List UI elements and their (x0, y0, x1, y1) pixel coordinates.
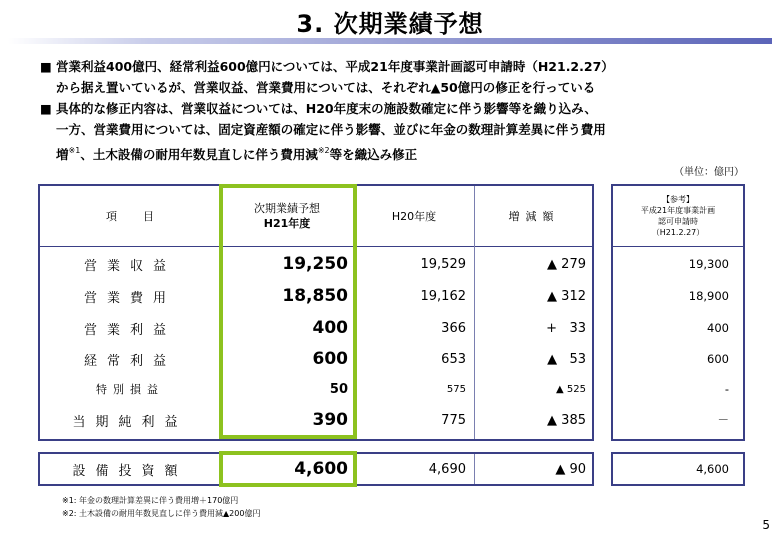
row-forecast: 19,250 (282, 254, 348, 274)
row-h20: 653 (441, 351, 466, 367)
row-label: 営業費用 (83, 290, 176, 306)
bullet-line: 営業利益400億円、経常利益600億円については、平成21年度事業計画認可申請時（H21.2.27） (56, 59, 614, 74)
row-h20: 366 (441, 320, 466, 336)
header-h20: H20年度 (391, 210, 437, 223)
header-forecast-line2: H21年度 (263, 217, 311, 230)
bullet-line (56, 140, 760, 165)
row-diff: ▲ 385 (547, 412, 586, 428)
header-item: 項目 (106, 210, 180, 223)
header-diff: 増減額 (508, 210, 560, 223)
bullet-1 (40, 56, 760, 98)
page-title: 3. 次期業績予想 (296, 10, 484, 38)
row-reference: 18,900 (688, 289, 729, 303)
row-reference: 19,300 (688, 257, 729, 271)
row-reference: 400 (707, 321, 729, 335)
row-label: 経常利益 (83, 353, 176, 369)
page-number: 5 (762, 518, 770, 532)
column-divider (474, 186, 475, 439)
row-label: 当期純利益 (72, 414, 188, 430)
header-reference-line1: 【参考】 (662, 195, 694, 204)
footnote-ref-1: ※1 (68, 146, 81, 155)
header-reference-line3: 認可申請時 (658, 217, 698, 226)
row-forecast: 390 (312, 410, 348, 430)
footnote-2: ※2: 土木設備の耐用年数見直しに伴う費用減▲200億円 (62, 509, 261, 518)
row-reference: 4,600 (696, 462, 729, 476)
row-diff: ▲ 279 (547, 256, 586, 272)
capex-highlight (219, 451, 357, 487)
row-diff: ▲ 312 (547, 288, 586, 304)
row-diff: + 33 (546, 320, 586, 336)
bullet-2 (40, 98, 760, 165)
row-h20: 19,162 (420, 288, 466, 304)
row-h20: 4,690 (428, 461, 466, 477)
bullet-line: から据え置いているが、営業収益、営業費用については、それぞれ▲50億円の修正を行っている (56, 80, 596, 95)
footnote-1: ※1: 年金の数理計算差異に伴う費用増＋170億円 (62, 496, 239, 505)
bullet-mark: ■ (40, 101, 52, 116)
header-reference-line2: 平成21年度事業計画 (640, 206, 716, 215)
row-reference: 600 (707, 352, 729, 366)
bullet-mark: ■ (40, 59, 52, 74)
row-reference: - (724, 382, 729, 396)
header-forecast-line1: 次期業績予想 (254, 202, 320, 215)
row-forecast: 400 (312, 318, 348, 338)
row-h20: 575 (446, 383, 466, 395)
bullet-line: 具体的な修正内容は、営業収益については、H20年度末の施設数確定に伴う影響等を織り込み、 (56, 101, 597, 116)
column-divider (474, 454, 475, 484)
row-forecast: 18,850 (282, 286, 348, 306)
header-divider (611, 246, 745, 247)
row-h20: 19,529 (420, 256, 466, 272)
row-label: 設備投資額 (72, 463, 188, 479)
bullet-text: 増 (56, 147, 69, 162)
row-h20: 775 (441, 412, 466, 428)
row-label: 営業収益 (83, 258, 176, 274)
row-reference: － (717, 413, 729, 427)
header-reference (613, 186, 743, 246)
row-forecast: 4,600 (294, 459, 348, 479)
footnote-ref-2: ※2 (317, 146, 330, 155)
title-underline (8, 38, 772, 44)
row-diff: ▲ 53 (547, 351, 586, 367)
row-label: 特別損益 (96, 383, 164, 396)
row-label: 営業利益 (83, 322, 176, 338)
row-diff: ▲ 525 (556, 383, 586, 395)
bullet-text: 、土木設備の耐用年数見直しに伴う費用減 (80, 147, 318, 162)
unit-label: （単位：億円） (674, 167, 744, 178)
footnotes (62, 494, 260, 520)
bullet-line: 一方、営業費用については、固定資産額の確定に伴う影響、並びに年金の数理計算差異に伴う費用 (56, 122, 606, 137)
summary-bullets (40, 56, 760, 165)
forecast-highlight (219, 184, 357, 439)
bullet-text: 等を織込み修正 (329, 147, 418, 162)
row-forecast: 600 (312, 349, 348, 369)
header-reference-line4: （H21.2.27） (651, 228, 705, 237)
row-forecast: 50 (329, 381, 348, 397)
row-diff: ▲ 90 (555, 461, 586, 477)
